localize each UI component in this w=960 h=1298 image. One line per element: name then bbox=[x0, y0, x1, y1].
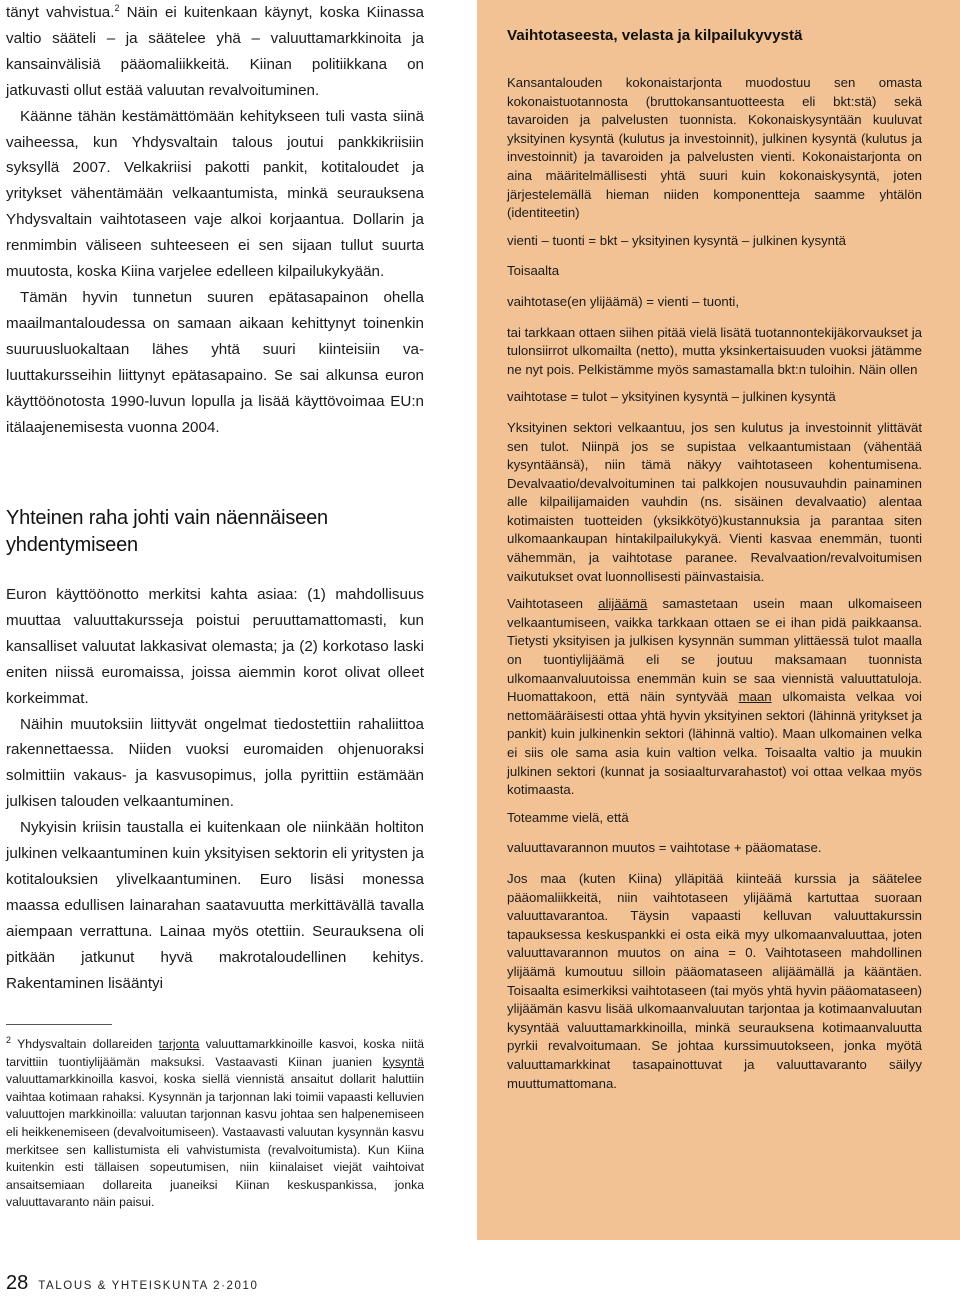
text: Näin ei kuitenkaan käynyt, koska Kiinassa valtio sääteli – ja säätelee yhä – valuuttamarkkinoita ja kansainvälisiä pääomaliikkeitä. Kiinan politiikkana on jatkuvasti ollut estää valuutan revalvoituminen. bbox=[6, 4, 425, 99]
footnote bbox=[6, 1036, 424, 1212]
underlined-term: kysyntä bbox=[382, 1054, 424, 1069]
paragraph: Nykyisin kriisin taustalla ei kuitenkaan ole niinkään holtiton julkinen velkaantuminen kuin yksityisen sektorin eli yritysten ja kotitalouksien ylivelkaantuminen. Euro lisäsi monessa maassa edullisen lainarahan saatavuutta merkittävällä tavalla aiempaan verrattuna. Lainaa myös otettiin. Seurauksena oli pitkään jatkunut hyvä makrotaloudellinen kehitys. Rakentaminen lisääntyi bbox=[6, 819, 424, 992]
sidebar-paragraph: Jos maa (kuten Kiina) ylläpitää kiinteää kurssia ja säätelee pääomaliikkeitä, niin vaihtotaseen ylijäämä kartuttaa suoraan valuuttavarantoa. Täysin vapaasti kelluvan valuuttakurssin tapauksessa keskuspankki ei osta eikä myy ulkomaanvaluuttaa, joten valuuttavarannon muutos on aina = 0. Vaihtotaseen mahdollinen ylijäämä kumoutuu silloin pääomataseen alijäämällä ja kääntäen. Toisaalta esimerkiksi vaihtotaseen (tai myös yhtä hyvin pääomataseen) ylijäämän kasvu lisää ulkomaanvaluutan tarjontaa ja kotimaanvaluutan kysyntää valuuttamarkkinoilla, minkä seurauksena kotimaanvaluutta pyrkii revalvoitumaan. Se johtaa kurssimuutokseen, jonka myötä valuuttamarkkinat tasapainottuvat ja valuuttavaranto säilyy muuttumattomana. bbox=[507, 870, 922, 1091]
sidebar-paragraph: Yksityinen sektori velkaantuu, jos sen kulutus ja investoinnit ylittävät sen tulot. Niinpä jos se supistaa velkaantumistaan (vähentää kysyntäänsä), niin tämä näkyy vaihtotaseen kohentumisena. Devalvaatio/devalvoituminen tai palkkojen nousuvauhdin painaminen alle kilpailijamaiden vauhdin (ns. sisäinen devalvaatio) alentaa kotimaisten tuotteiden (yksikkötyö)kustannuksia ja parantaa siten ulkomaankaupan hintakilpailukykyä. Vienti kasvaa enemmän, tuonti vähemmän, ja vaihtotase paranee. Revalvaation/revalvoitumisen vaikutukset ovat luonnollisesti päinvastaisia. bbox=[507, 419, 922, 584]
paragraph: Euron käyttöönotto merkitsi kahta asiaa: (1) mahdollisuus muuttaa valuuttakursseja poistui peruuttamattomasti, kun kansalliset valuutat lakkasivat olemasta; ja (2) korkotaso laski eniten niissä euromaissa, joissa aiemmin korot olivat olleet korkeimmat. bbox=[6, 586, 424, 707]
sidebar-title: Vaihtotaseesta, velasta ja kilpailukyvystä bbox=[507, 27, 803, 44]
footnote-number: 2 bbox=[6, 1034, 12, 1045]
sidebar-paragraph bbox=[507, 595, 922, 800]
footnote-divider bbox=[6, 1024, 112, 1025]
sidebar-paragraph: Kansantalouden kokonaistarjonta muodostuu sen omasta kokonaistuotannosta (bruttokansantuotteesta eli bkt:stä) sekä tavaroiden ja palvelusten tuonnista. Kokonaiskysyntään kuuluvat yksityinen kysyntä (kulutus ja investoinnit), julkinen kysyntä (kulutus ja investoinnit) ja tavaroiden ja palvelusten vienti. Kokonaistarjonta on aina määritelmällisesti yhtä suuri kuin kokonaiskysyntä, joten järjestelemällä hieman niiden komponentteja saamme yhtälön (identiteetin) bbox=[507, 75, 922, 221]
left-column-top bbox=[6, 0, 424, 440]
left-column-bottom bbox=[6, 582, 424, 997]
text: Yhdysvaltain dollareiden bbox=[11, 1037, 159, 1051]
underlined-term: maan bbox=[738, 689, 772, 705]
page-footer bbox=[6, 1272, 259, 1298]
paragraph bbox=[6, 0, 424, 104]
paragraph: Käänne tähän kestämättömään kehitykseen tuli vasta siinä vaiheessa, kun Yhdysvaltain talous joutui pankkikriisiin syksyllä 2007. Velkakriisi pakotti pankit, kotitaloudet ja yritykset vähentämään velkaantumista, minkä seurauksena Yhdysvaltain vaihtotaseen vaje alkoi korjaantua. Dollarin ja renmimbin väliseen suhteeseen ei sen sijaan tullut suurta muutosta, koska Kiina varjelee edelleen kilpailukykyään. bbox=[6, 107, 424, 281]
text: valuuttamarkkinoilla kasvoi, koska siellä viennistä ansaitut dollarit haluttiin vaihtaa kotimaan rahaksi. Kysynnän ja tarjonnan laki toimii vapaasti kelluvien valuuttojen markkinoilla: valuutan tarjonnan kasvu johtaa sen halpenemiseen eli heikkenemiseen (devalvoitumiseen). Vastaavasti valuutan kysynnän kasvu merkitsee sen kallistumista eli vahvistumista (revalvoitumista). Kun Kiina kuitenkin esti tällaisen sopeutumisen, niin kiinalaiset viejät vaihtoivat ansaitsemiaan dollareita juaneiksi Kiinan keskuspankissa, jonka valuuttavaranto näin paisui. bbox=[6, 1072, 424, 1210]
text: ulkomaista velkaa voi nettomääräisesti ottaa yhtä hyvin yksityinen sektori (lähinnä yritykset ja pankit) kuin julkinenkin sektori (lähinnä valtio). Maan ulkomainen velka ei siis ole sama asia kuin valtion velka. Toisaalta valtio ja muukin julkinen sektori (kunnat ja sosiaalturvarahastot) voi ottaa velkaa myös kotimaasta. bbox=[507, 689, 922, 798]
text: tänyt vahvistua. bbox=[6, 4, 115, 21]
equation: vaihtotase(en ylijäämä) = vienti – tuonti, bbox=[507, 293, 740, 309]
page-number: 28 bbox=[6, 1272, 29, 1294]
underlined-term: alijäämä bbox=[598, 596, 648, 612]
equation: vienti – tuonti = bkt – yksityinen kysyntä – julkinen kysyntä bbox=[507, 232, 847, 248]
paragraph: Näihin muutoksiin liittyvät ongelmat tiedostettiin rahaliittoa rakennettaessa. Niiden vuoksi euromaiden ohjenuoraksi solmittiin vakaus- ja kasvusopimus, jolla pyrittiin estämään julkisen talouden velkaantuminen. bbox=[6, 715, 424, 811]
sidebar-paragraph: Toisaalta bbox=[507, 263, 560, 279]
paragraph: Tämän hyvin tunnetun suuren epätasapainon ohella maailmantaloudessa on samaan aikaan kehittynyt toinenkin suuruusluokaltaan lähes yhtä suuri kiinteisiin valuuttakursseihin liittynyt epätasapaino. Se sai alkunsa euron käyttöönotosta 1990-luvun lopulla ja lisää käyttövoimaa EU:n itälaajenemisesta vuonna 2004. bbox=[6, 288, 424, 436]
body-text-bottom bbox=[6, 582, 424, 997]
equation: vaihtotase = tulot – yksityinen kysyntä – julkinen kysyntä bbox=[507, 389, 836, 405]
sidebar-content bbox=[507, 26, 922, 1102]
equation: valuuttavarannon muutos = vaihtotase + pääomatase. bbox=[507, 840, 822, 856]
footnote-ref[interactable]: 2 bbox=[114, 2, 120, 13]
text: samastetaan usein maan ulkomaiseen velkaantumiseen, vaikka tarkkaan ottaen se ei ihan pidä paikkaansa. Tietysti yksityisen ja julkisen kysynnän summan ylittäessä tulot maalla on tuontiylijäämä eli se joutuu maksamaan tuonnista ulkomaanvaluutoissa enemmän kuin se saa viennistä valuuttatuloja. Huomattakoon, että näin syntyvää bbox=[507, 596, 922, 705]
sidebar-paragraph: Toteamme vielä, että bbox=[507, 809, 629, 825]
sidebar-paragraph: tai tarkkaan ottaen siihen pitää vielä lisätä tuotannontekijäkorvaukset ja tulonsiirrot ulkomailta (netto), mutta yksinkertaisuuden vuoksi jätämme ne nyt pois. Pelkistämme myös samastamalla bkt:n tuloihin. Näin ollen bbox=[507, 324, 922, 377]
magazine-title: TALOUS & YHTEISKUNTA 2·2010 bbox=[38, 1280, 259, 1292]
text: valuuttamarkkinoille kasvoi, koska niitä tarvittiin tuontiylijäämän maksuksi. Vastaavasti Kiinan juanien bbox=[6, 1037, 424, 1069]
sidebar-box bbox=[477, 0, 960, 1240]
text: Vaihtotaseen bbox=[507, 596, 599, 612]
body-text-top bbox=[6, 0, 424, 440]
section-heading: Yhteinen raha johti vain näennäiseen yhdentymiseen bbox=[6, 507, 328, 556]
underlined-term: tarjonta bbox=[158, 1037, 200, 1051]
